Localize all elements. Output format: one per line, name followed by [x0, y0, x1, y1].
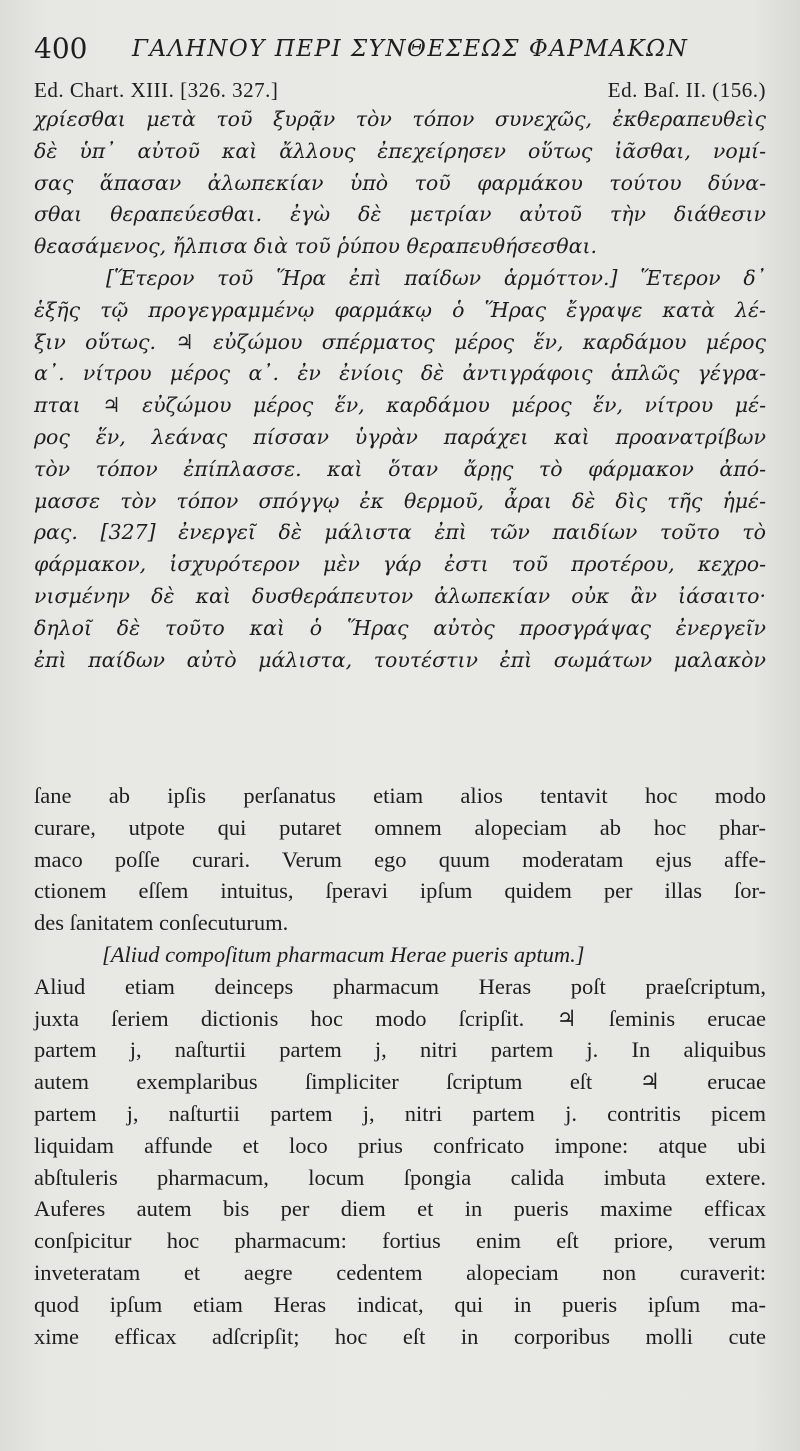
latin-line: des ſanitatem conſecuturum. — [34, 910, 289, 936]
latin-line: autem exemplaribus ſimpliciter ſcriptum eſt ♃ erucae — [34, 1069, 766, 1095]
greek-line: σθαι θεραπεύεσθαι. ἐγὼ δὲ μετρίαν αὐτοῦ τὴν διάθεσιν — [34, 202, 766, 227]
greek-line: θεασάμενος, ἤλπισα διὰ τοῦ ῥύπου θεραπευθήσεσθαι. — [34, 234, 598, 259]
latin-line: maco poſſe curari. Verum ego quum moderatam ejus affe- — [34, 846, 766, 872]
latin-text-block — [34, 780, 766, 1352]
latin-line: inveteratam et aegre cedentem alopeciam non curaverit: — [34, 1259, 766, 1285]
greek-line: νισμένην δὲ καὶ δυσθεράπευτον ἀλωπεκίαν οὐκ ἂν ἰάσαιτο· — [34, 583, 766, 608]
greek-text-block — [34, 104, 766, 676]
running-title: ΓΑΛΗΝΟΥ ΠΕΡΙ ΣΥΝΘΕΣΕΩΣ ΦΑΡΜΑΚΩΝ — [132, 36, 689, 62]
latin-line: curare, utpote qui putaret omnem alopeciam ab hoc phar- — [34, 814, 766, 840]
latin-line: ſane ab ipſis perſanatus etiam alios tentavit hoc modo — [34, 783, 766, 808]
latin-line: juxta ſeriem dictionis hoc modo ſcripſit. ♃ ſeminis erucae — [34, 1005, 766, 1031]
greek-line: [Ἕτερον τοῦ Ἥρα ἐπὶ παίδων ἁρμόττον.] Ἕτερον δ᾽ — [106, 265, 766, 290]
latin-section-heading: [Aliud compoſitum pharmacum Herae pueris aptum.] — [102, 941, 585, 967]
latin-line: conſpicitur hoc pharmacum: fortius enim eſt priore, verum — [34, 1228, 766, 1254]
latin-line: liquidam affunde et loco prius confricato impone: atque ubi — [34, 1132, 766, 1158]
greek-line: ἑξῆς τῷ προγεγραμμένῳ φαρμάκῳ ὁ Ἥρας ἔγραψε κατὰ λέ- — [34, 297, 766, 322]
greek-line: χρίεσθαι μετὰ τοῦ ξυρᾷν τὸν τόπον συνεχῶς, ἐκθεραπευθεὶς — [34, 107, 766, 131]
greek-line: μασσε τὸν τόπον σπόγγῳ ἐκ θερμοῦ, ἆραι δὲ δὶς τῆς ἡμέ- — [34, 488, 766, 513]
latin-line: abſtuleris pharmacum, locum ſpongia calida imbuta extere. — [34, 1164, 766, 1190]
greek-line: α᾽. νίτρου μέρος α᾽. ἐν ἐνίοις δὲ ἀντιγράφοις ἁπλῶς γέγρα- — [34, 361, 766, 386]
latin-line: quod ipſum etiam Heras indicat, qui in pueris ipſum ma- — [34, 1291, 766, 1317]
greek-line: ρας. [327] ἐνεργεῖ δὲ μάλιστα ἐπὶ τῶν παιδίων τοῦτο τὸ — [34, 520, 766, 545]
page-header — [34, 30, 774, 70]
latin-line: xime efficax adſcripſit; hoc eſt in corporibus molli cute — [34, 1323, 766, 1349]
greek-line: ρος ἕν, λεάνας πίσσαν ὑγρὰν παράχει καὶ προανατρίβων — [34, 424, 766, 449]
greek-line: φάρμακον, ἰσχυρότερον μὲν γάρ ἐστι τοῦ προτέρου, κεχρο- — [34, 552, 766, 577]
edition-reference-chartier: Ed. Chart. XIII. [326. 327.] — [34, 78, 279, 102]
greek-line: ξιν οὕτως. ♃ εὐζώμου σπέρματος μέρος ἕν, καρδάμου μέρος — [34, 329, 766, 354]
page-number: 400 — [34, 32, 88, 65]
greek-line: τὸν τόπον ἐπίπλασσε. καὶ ὅταν ἄρῃς τὸ φάρμακον ἀπό- — [34, 456, 766, 481]
greek-line: δηλοῖ δὲ τοῦτο καὶ ὁ Ἥρας αὐτὸς προσγράψας ἐνεργεῖν — [34, 615, 766, 640]
latin-line: ctionem eſſem intuitus, ſperavi ipſum quidem per illas ſor- — [34, 878, 766, 904]
greek-line: πται ♃ εὐζώμου μέρος ἕν, καρδάμου μέρος ἕν, νίτρου μέ- — [34, 393, 766, 418]
greek-line: σας ἅπασαν ἀλωπεκίαν ὑπὸ τοῦ φαρμάκου τούτου δύνα- — [34, 170, 766, 195]
latin-line: partem j, naſturtii partem j, nitri partem j. In aliquibus — [34, 1037, 766, 1063]
greek-line: ἐπὶ παίδων αὐτὸ μάλιστα, τουτέστιν ἐπὶ σωμάτων μαλακὸν — [34, 647, 766, 672]
latin-line: partem j, naſturtii partem j, nitri partem j. contritis picem — [34, 1100, 766, 1126]
edition-reference-basel: Ed. Baſ. II. (156.) — [607, 78, 766, 102]
latin-line: Auferes autem bis per diem et in pueris maxime efficax — [34, 1196, 766, 1222]
latin-line: Aliud etiam deinceps pharmacum Heras poſt praeſcriptum, — [34, 973, 766, 999]
greek-line: δὲ ὑπ᾽ αὐτοῦ καὶ ἄλλους ἐπεχείρησεν οὕτως ἰᾶσθαι, νομί- — [34, 138, 766, 163]
